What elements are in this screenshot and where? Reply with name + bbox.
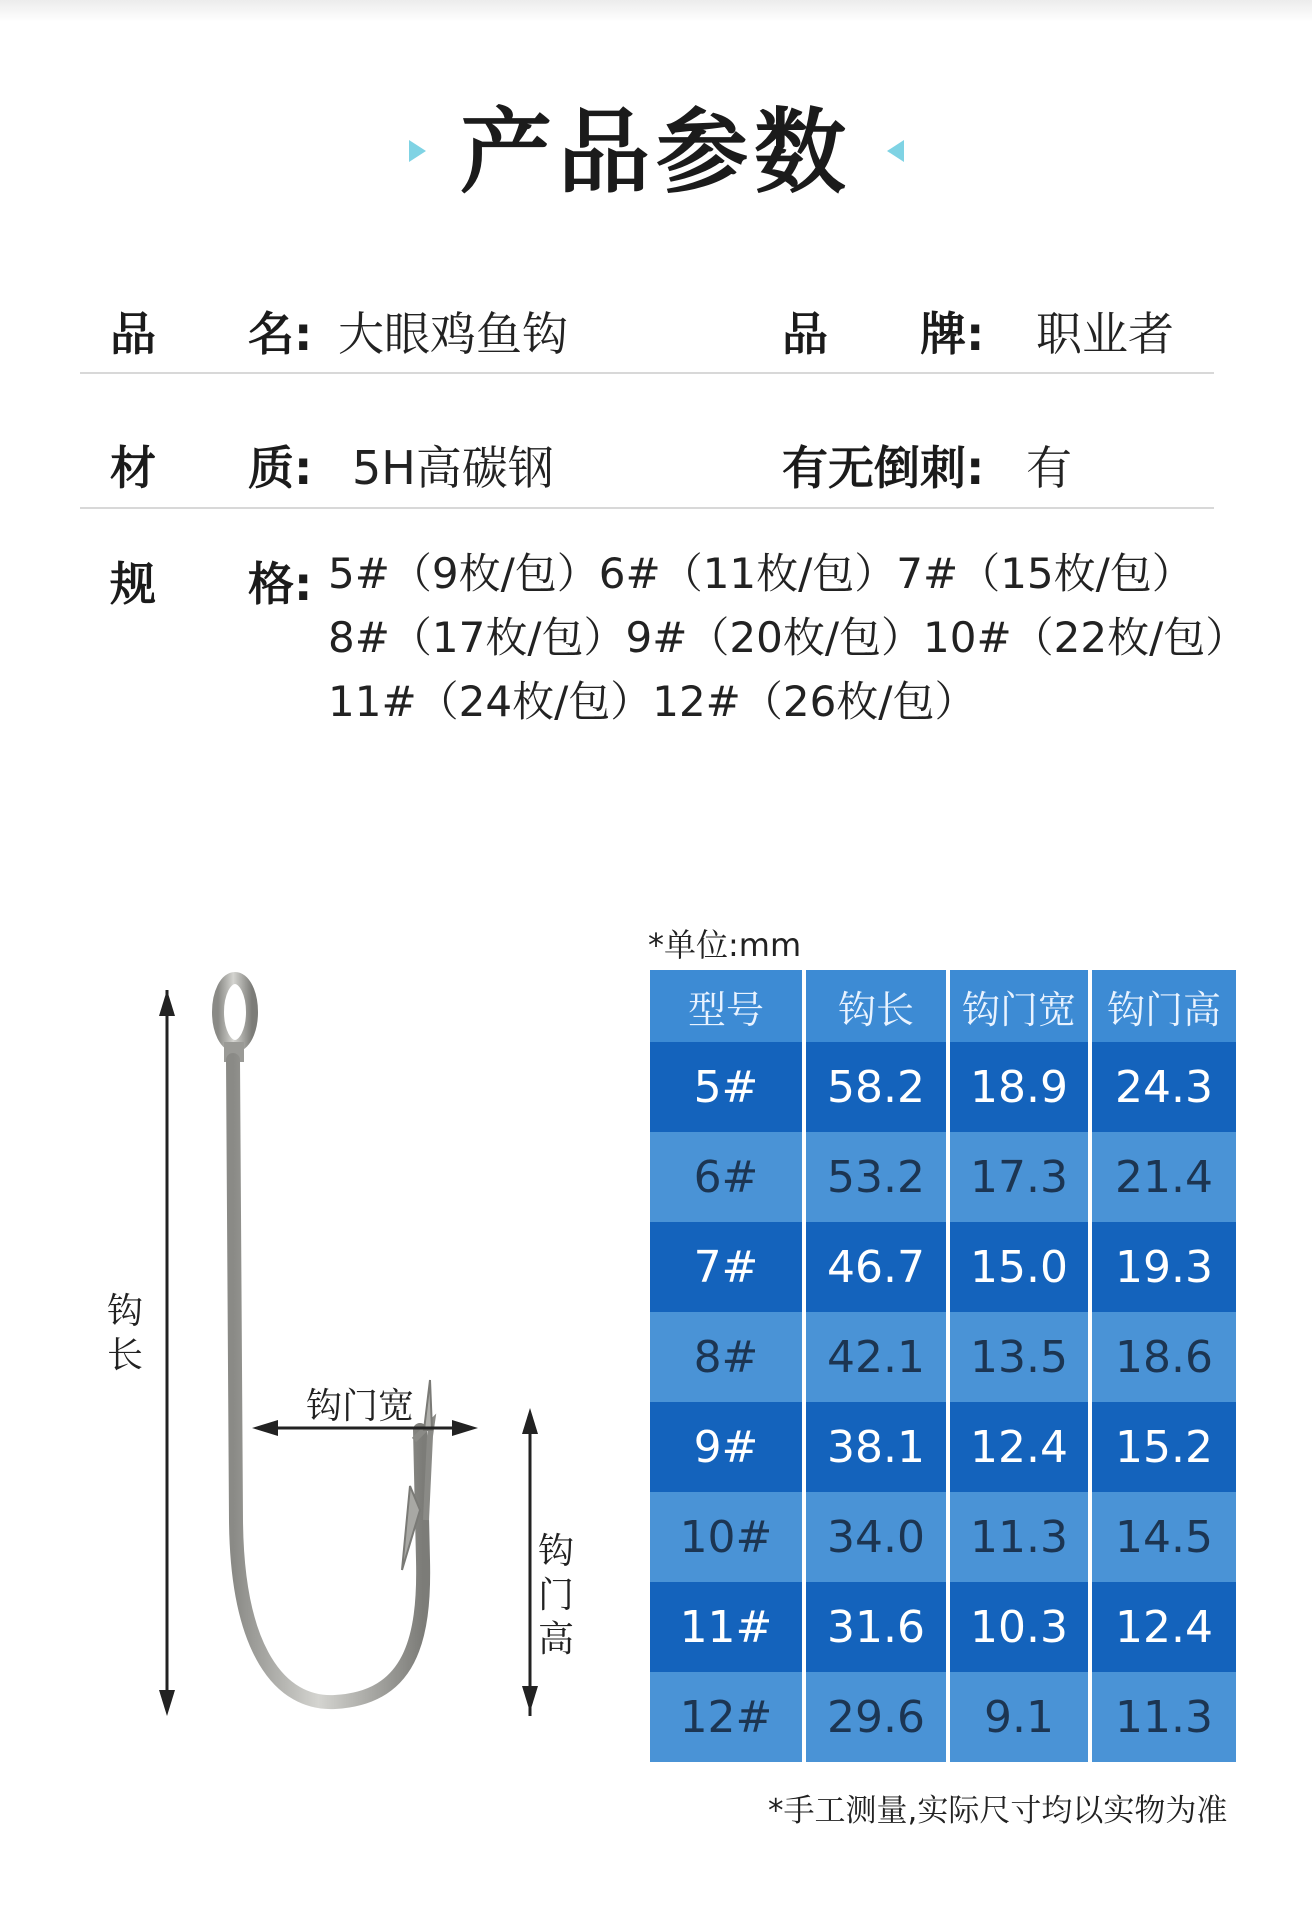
table-cell: 19.3 [1090,1222,1236,1312]
table-cell: 11.3 [948,1492,1090,1582]
spec-line: 11#（24枚/包）12#（26枚/包） [328,677,977,726]
table-cell: 10# [650,1492,804,1582]
table-cell: 15.0 [948,1222,1090,1312]
table-cell: 34.0 [804,1492,948,1582]
table-cell: 15.2 [1090,1402,1236,1492]
table-cell: 58.2 [804,1042,948,1132]
gap-height-label: 钩门高 [537,1531,574,1660]
table-cell: 38.1 [804,1402,948,1492]
table-cell: 31.6 [804,1582,948,1672]
header-cell: 钩长 [804,970,948,1042]
table-cell: 29.6 [804,1672,948,1762]
table-cell: 9# [650,1402,804,1492]
length-label: 钩长 [106,1291,143,1376]
divider [80,507,1214,509]
barb-value: 有 [1026,441,1072,495]
right-triangle-icon [887,140,904,162]
footer-note: *手工测量,实际尺寸均以实物为准 [768,1793,1228,1829]
hook-shape [218,978,432,1702]
table-cell: 7# [650,1222,804,1312]
spec-table [650,970,1236,1762]
table-cell: 6# [650,1132,804,1222]
material-label: 材 质: [110,441,313,495]
brand-value: 职业者 [1036,307,1174,361]
table-row [650,1312,1236,1402]
table-cell: 9.1 [948,1672,1090,1762]
table-cell: 53.2 [804,1132,948,1222]
table-cell: 12# [650,1672,804,1762]
hook-illustration [80,960,600,1740]
table-cell: 8# [650,1312,804,1402]
table-cell: 10.3 [948,1582,1090,1672]
gap-width-label: 钩门宽 [306,1386,415,1427]
table-cell: 11# [650,1582,804,1672]
spec-line: 5#（9枚/包）6#（11枚/包）7#（15枚/包） [328,549,1194,598]
header-cell: 钩门高 [1090,970,1236,1042]
table-row [650,1042,1236,1132]
table-header [650,970,1236,1042]
table-cell: 18.6 [1090,1312,1236,1402]
unit-note: *单位:mm [648,926,802,964]
table-row [650,1402,1236,1492]
table-cell: 42.1 [804,1312,948,1402]
spec-label: 规 格: [110,557,313,611]
header-cell: 型号 [650,970,804,1042]
table-row [650,1672,1236,1762]
name-label: 品 名: [110,307,313,361]
table-row [650,1492,1236,1582]
table-cell: 21.4 [1090,1132,1236,1222]
table-row [650,1132,1236,1222]
name-value: 大眼鸡鱼钩 [338,307,568,361]
table-row [650,1582,1236,1672]
top-shadow [0,0,1312,22]
page-title: 产品参数 [459,99,852,206]
divider [80,372,1214,374]
table-cell: 12.4 [1090,1582,1236,1672]
hook-diagram [80,960,600,1744]
header-cell: 钩门宽 [948,970,1090,1042]
length-arrow [159,990,175,1716]
table-cell: 12.4 [948,1402,1090,1492]
table-cell: 5# [650,1042,804,1132]
table-row [650,1222,1236,1312]
table-cell: 24.3 [1090,1042,1236,1132]
table-cell: 14.5 [1090,1492,1236,1582]
brand-label: 品 牌: [782,307,985,361]
table-cell: 17.3 [948,1132,1090,1222]
table-cell: 11.3 [1090,1672,1236,1762]
material-value: 5H高碳钢 [352,441,554,495]
table-cell: 13.5 [948,1312,1090,1402]
table-cell: 46.7 [804,1222,948,1312]
spec-line: 8#（17枚/包）9#（20枚/包）10#（22枚/包） [328,613,1248,662]
barb-label: 有无倒刺: [782,441,985,495]
table-cell: 18.9 [948,1042,1090,1132]
